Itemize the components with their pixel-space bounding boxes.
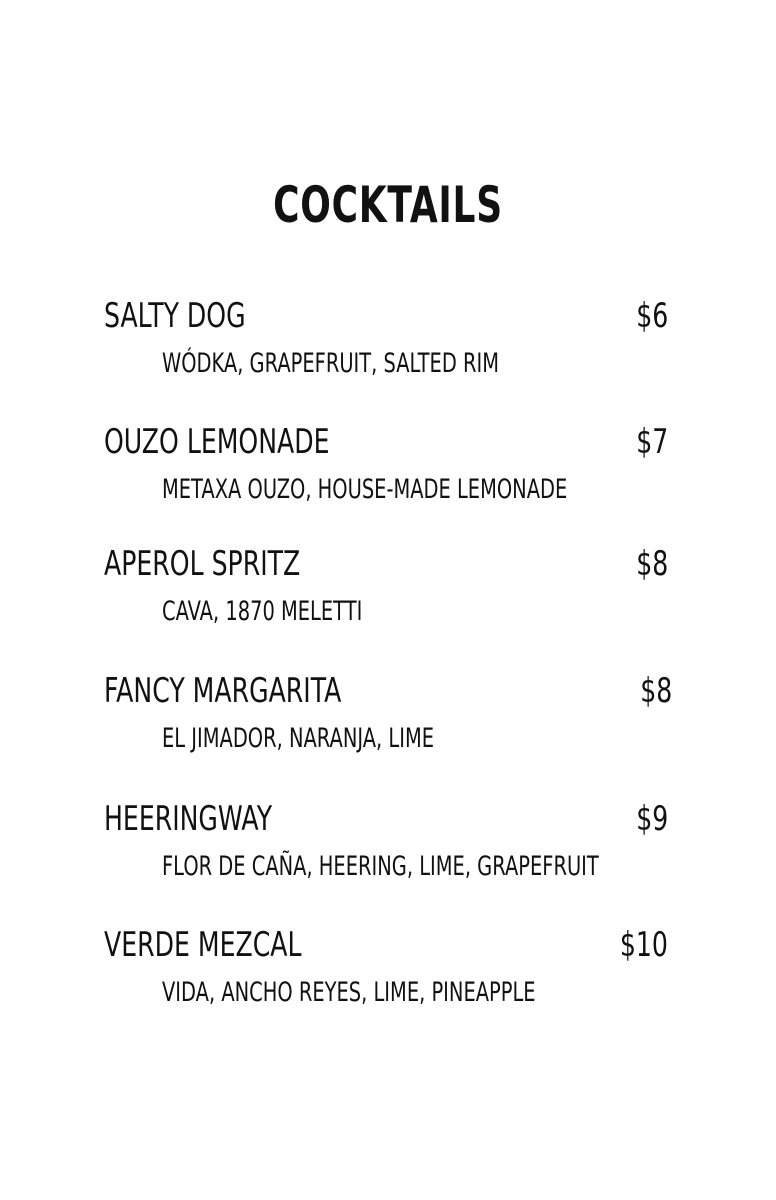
menu-item-aperol-spritz — [0, 544, 776, 654]
item-description: EL JIMADOR, NARANJA, LIME — [162, 723, 435, 754]
item-price: $7 — [635, 422, 668, 462]
menu-item-salty-dog — [0, 296, 776, 406]
item-name: HEERINGWAY — [104, 799, 273, 839]
menu-item-fancy-margarita — [0, 671, 776, 781]
item-price: $8 — [639, 671, 672, 711]
item-description: METAXA OUZO, HOUSE-MADE LEMONADE — [162, 474, 568, 505]
item-price: $9 — [635, 799, 668, 839]
item-name: OUZO LEMONADE — [104, 422, 330, 462]
item-name: FANCY MARGARITA — [104, 671, 342, 711]
page-title: COCKTAILS — [273, 176, 503, 234]
item-description: WÓDKA, GRAPEFRUIT, SALTED RIM — [162, 348, 500, 379]
item-name: SALTY DOG — [104, 296, 246, 336]
item-name: APEROL SPRITZ — [104, 544, 301, 584]
menu-item-ouzo-lemonade — [0, 422, 776, 532]
menu-item-verde-mezcal — [0, 925, 776, 1035]
item-description: VIDA, ANCHO REYES, LIME, PINEAPPLE — [162, 977, 536, 1008]
item-price: $8 — [635, 544, 668, 584]
item-description: FLOR DE CAÑA, HEERING, LIME, GRAPEFRUIT — [162, 851, 599, 882]
item-price: $6 — [635, 296, 668, 336]
menu-item-heeringway — [0, 799, 776, 909]
item-description: CAVA, 1870 MELETTI — [162, 596, 363, 627]
item-price: $10 — [619, 925, 668, 965]
item-name: VERDE MEZCAL — [104, 925, 302, 965]
